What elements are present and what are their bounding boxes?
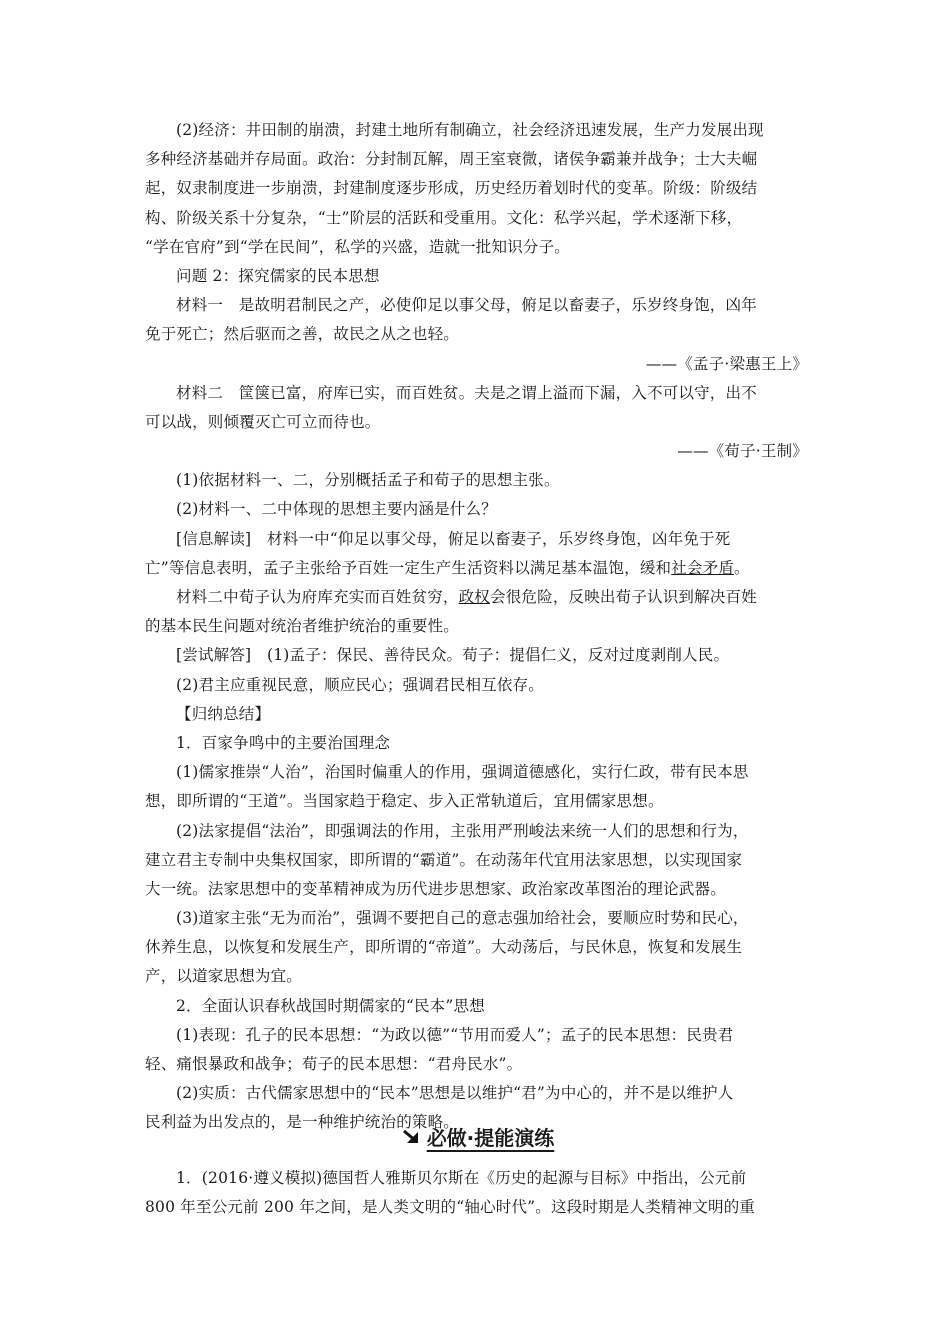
text-run: (1)表现：孔子的民本思想：“为政以德”“节用而爱人”；孟子的民本思想：民贵君: [176, 1025, 734, 1044]
text-run: 休养生息，以恢复和发展生产，即所谓的“帝道”。大动荡后，与民休息，恢复和发展生: [145, 938, 743, 957]
text-run: (3)道家主张“无为而治”，强调不要把自己的意志强加给社会，要顺应时势和民心，: [176, 909, 749, 928]
question-line: [145, 1164, 810, 1193]
text-run: 多种经济基础并存局面。政治：分封制瓦解，周王室衰微，诸侯争霸兼并战争；士大夫崛: [145, 150, 758, 169]
paragraph-line: [145, 116, 810, 145]
text-run: 800 年至公元前 200 年之间，是人类文明的“轴心时代”。这段时期是人类精神文明的重: [145, 1198, 756, 1217]
paragraph-line: [145, 408, 810, 437]
text-run: 。: [734, 558, 750, 577]
paragraph-line: [145, 641, 810, 670]
text-run: (2)材料一、二中体现的思想主要内涵是什么？: [176, 500, 497, 519]
text-run: 材料二 筐箧已富，府库已实，而百姓贫。夫是之谓上溢而下漏，入不可以守，出不: [176, 383, 757, 402]
paragraph-line: [145, 612, 810, 641]
paragraph-line: [145, 992, 810, 1021]
text-run: 2．全面认识春秋战国时期儒家的“民本”思想: [176, 996, 485, 1015]
paragraph-line: [145, 875, 810, 904]
text-run: 亡”等信息表明，孟子主张给予百姓一定生产生活资料以满足基本温饱，缓和: [145, 558, 672, 577]
section-heading-text: 必做·提能演练: [426, 1126, 555, 1150]
text-run: 【归纳总结】: [176, 704, 271, 723]
paragraph-line: [145, 145, 810, 174]
text-run: 会很危险，反映出荀子认识到解决百姓: [490, 588, 757, 606]
paragraph-line: [145, 1079, 810, 1108]
paragraph-line: [145, 554, 810, 583]
text-run: 的基本民生问题对统治者维护统治的重要性。: [145, 617, 460, 636]
underlined-text: 政权: [458, 588, 491, 606]
text-run: (1)儒家推崇“人治”，治国时偏重人的作用，强调道德感化，实行仁政，带有民本思: [176, 763, 749, 782]
text-run: 大一统。法家思想中的变革精神成为历代进步思想家、政治家改革图治的理论武器。: [145, 879, 726, 898]
text-run: (1)依据材料一、二，分别概括孟子和荀子的思想主张。: [176, 471, 560, 490]
text-run: “学在官府”到“学在民间”，私学的兴盛，造就一批知识分子。: [145, 237, 570, 256]
paragraph-line: [145, 320, 810, 349]
paragraph-line: [145, 583, 810, 612]
text-run: 问题 2：探究儒家的民本思想: [176, 266, 380, 285]
text-run: (2)君主应重视民意，顺应民心；强调君民相互依存。: [176, 675, 544, 694]
text-run: 可以战，则倾覆灭亡可立而待也。: [145, 412, 381, 431]
paragraph-line: [145, 1050, 810, 1079]
paragraph-line: [145, 495, 810, 524]
body-text: [145, 116, 810, 1138]
paragraph-line: [145, 466, 810, 495]
paragraph-line: [145, 904, 810, 933]
paragraph-line: [145, 700, 810, 729]
text-run: 1．(2016·遵义模拟)德国哲人雅斯贝尔斯在《历史的起源与目标》中指出，公元前: [176, 1169, 747, 1187]
text-run: (2)经济：井田制的崩溃，封建土地所有制确立，社会经济迅速发展，生产力发展出现: [176, 121, 764, 139]
question-text: [145, 1164, 810, 1222]
text-run: (2)实质：古代儒家思想中的“民本”思想是以维护“君”为中心的，并不是以维护人: [176, 1084, 734, 1103]
paragraph-line: [145, 525, 810, 554]
text-run: 免于死亡；然后驱而之善，故民之从之也轻。: [145, 325, 460, 344]
paragraph-line: [145, 437, 810, 466]
text-run: 构、阶级关系十分复杂，“士”阶层的活跃和受重用。文化：私学兴起，学术逐渐下移，: [145, 208, 743, 227]
paragraph-line: [145, 204, 810, 233]
text-run: 建立君主专制中央集权国家，即所谓的“霸道”。在动荡年代宜用法家思想，以实现国家: [145, 850, 743, 869]
text-run: 产，以道家思想为宜。: [145, 967, 303, 986]
paragraph-line: [145, 846, 810, 875]
paragraph-line: [145, 758, 810, 787]
paragraph-line: [145, 174, 810, 203]
text-run: 起，奴隶制度进一步崩溃，封建制度逐步形成，历史经历着划时代的变革。阶级：阶级结: [145, 179, 758, 198]
arrow-down-right-icon: [401, 1126, 423, 1148]
paragraph-line: [145, 962, 810, 991]
text-run: (2)法家提倡“法治”，即强调法的作用，主张用严刑峻法来统一人们的思想和行为，: [176, 821, 749, 840]
section-heading: [145, 1122, 810, 1156]
paragraph-line: [145, 350, 810, 379]
text-run: 材料一 是故明君制民之产，必使仰足以事父母，俯足以畜妻子，乐岁终身饱，凶年: [176, 296, 757, 315]
text-run: 想，即所谓的“王道”。当国家趋于稳定、步入正常轨道后，宜用儒家思想。: [145, 792, 664, 811]
text-run: ——《荀子·王制》: [677, 442, 808, 461]
text-run: 1．百家争鸣中的主要治国理念: [176, 733, 391, 752]
paragraph-line: [145, 787, 810, 816]
paragraph-line: [145, 729, 810, 758]
paragraph-line: [145, 262, 810, 291]
text-run: 轻、痛恨暴政和战争；荀子的民本思想：“君舟民水”。: [145, 1055, 523, 1073]
text-run: [尝试解答] (1)孟子：保民、善待民众。荀子：提倡仁义，反对过度剥削人民。: [176, 646, 730, 665]
paragraph-line: [145, 233, 810, 262]
paragraph-line: [145, 379, 810, 408]
text-run: ——《孟子·梁惠王上》: [645, 354, 808, 373]
underlined-text: 社会矛盾: [671, 558, 735, 577]
document-page: [145, 116, 810, 1217]
text-run: 材料二中荀子认为府库充实而百姓贫穷，: [176, 588, 459, 606]
text-run: [信息解读] 材料一中“仰足以事父母，俯足以畜妻子，乐岁终身饱，凶年免于死: [176, 529, 731, 548]
text-run: 民利益为出发点的，是一种维护统治的策略。: [145, 1113, 460, 1132]
paragraph-line: [145, 291, 810, 320]
paragraph-line: [145, 671, 810, 700]
question-line: [145, 1193, 810, 1222]
paragraph-line: [145, 1021, 810, 1050]
paragraph-line: [145, 933, 810, 962]
paragraph-line: [145, 817, 810, 846]
